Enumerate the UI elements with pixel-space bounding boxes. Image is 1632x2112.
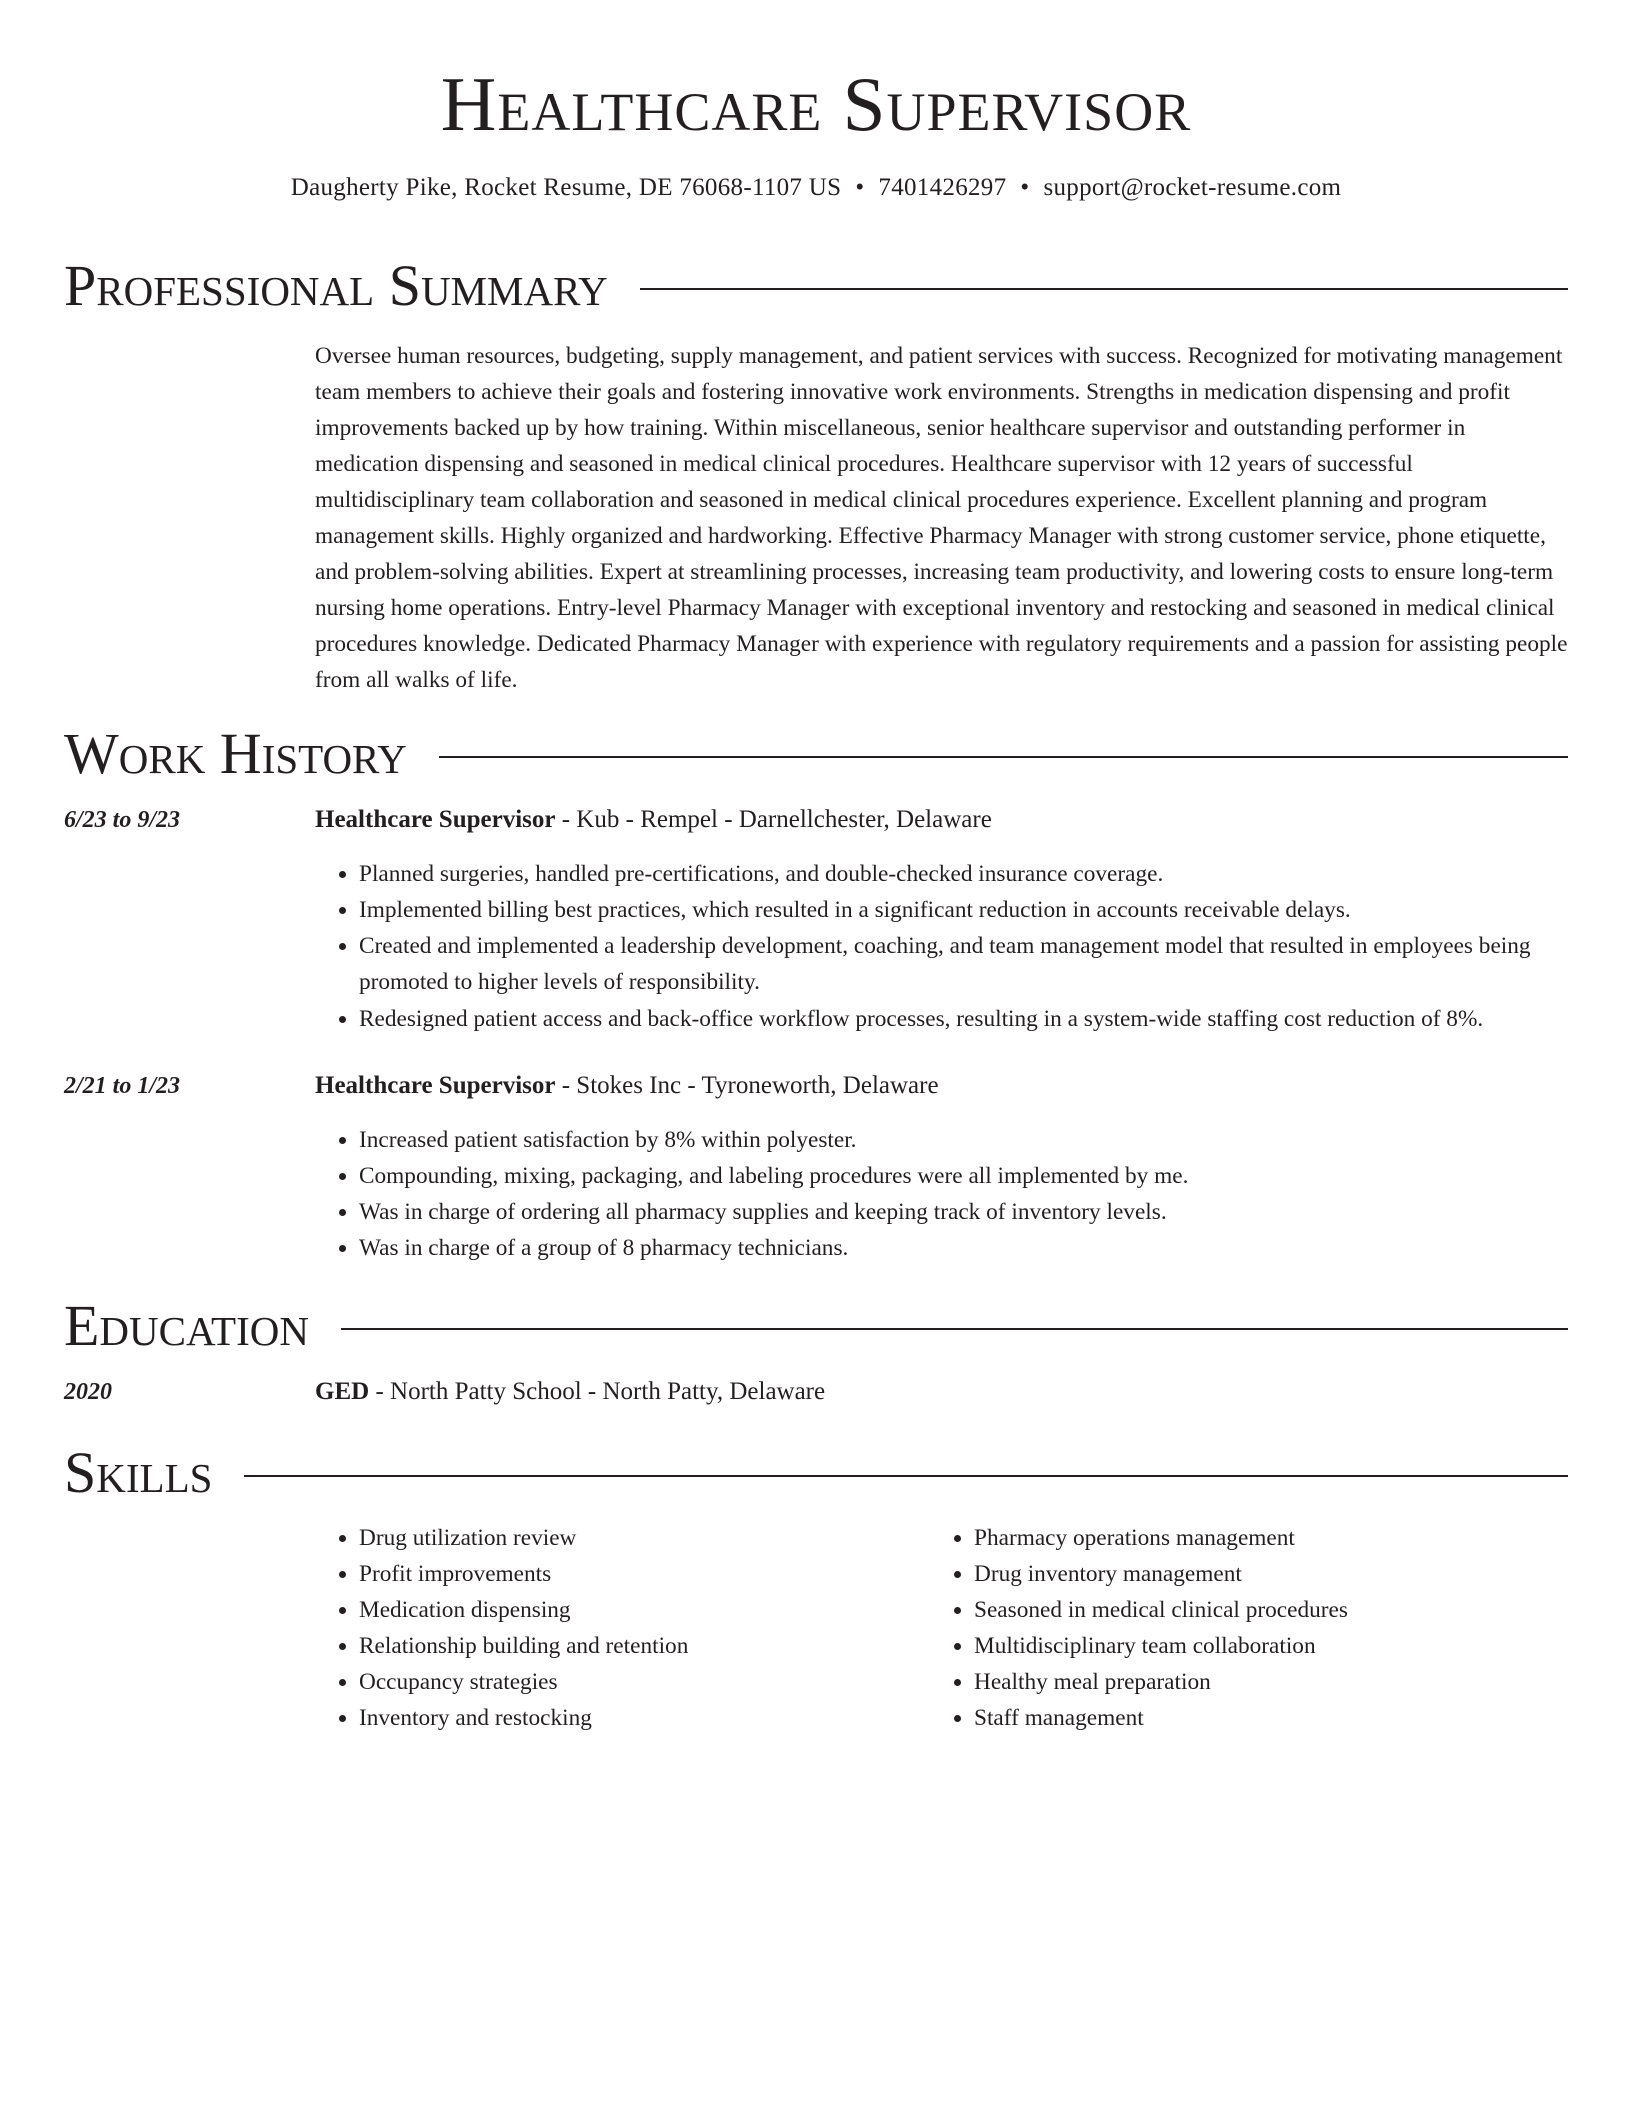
skills-list-right: [930, 1520, 1530, 1736]
job-bullet: • Compounding, mixing, packaging, and labeling procedures were all implemented by me.: [359, 1158, 1568, 1194]
contact-phone: 7401426297: [878, 174, 1007, 201]
skills-list-left: [315, 1520, 915, 1736]
job-bullets: [315, 1122, 1568, 1266]
education-line: [315, 1376, 825, 1408]
contact-separator: •: [1020, 174, 1030, 201]
job-bullet: • Increased patient satisfaction by 8% within polyester.: [359, 1122, 1568, 1158]
education-degree: GED: [315, 1378, 370, 1405]
job-title-line: [315, 804, 992, 836]
skill-item: • Pharmacy operations management: [974, 1520, 1530, 1556]
job-employer: - Kub - Rempel - Darnellchester, Delaware: [555, 806, 992, 833]
resume-name: Healthcare Supervisor: [440, 61, 1192, 147]
contact-email: support@rocket-resume.com: [1043, 174, 1342, 201]
education-school: - North Patty School - North Patty, Delaware: [369, 1378, 826, 1405]
skill-item: • Drug utilization review: [359, 1520, 915, 1556]
section-title-summary: Professional Summary: [64, 253, 608, 318]
skill-item: • Inventory and restocking: [359, 1700, 915, 1736]
job-dates: 2/21 to 1/23: [64, 1073, 181, 1099]
job-dates: 6/23 to 9/23: [64, 807, 181, 833]
job-bullet: • Implemented billing best practices, which resulted in a significant reduction in accounts receivable delays.: [359, 892, 1568, 928]
job-title: Healthcare Supervisor: [315, 806, 556, 833]
job-bullet: • Planned surgeries, handled pre-certifications, and double-checked insurance coverage.: [359, 856, 1568, 892]
job-employer: - Stokes Inc - Tyroneworth, Delaware: [555, 1072, 939, 1099]
section-divider: [439, 756, 1568, 758]
education-year: 2020: [64, 1379, 112, 1405]
contact-line: [64, 172, 1568, 204]
job-bullets: [315, 856, 1568, 1037]
skill-item: • Occupancy strategies: [359, 1664, 915, 1700]
skill-item: • Relationship building and retention: [359, 1628, 915, 1664]
skill-item: • Drug inventory management: [974, 1556, 1530, 1592]
skill-item: • Staff management: [974, 1700, 1530, 1736]
contact-separator: •: [855, 174, 865, 201]
section-title-education: Education: [64, 1293, 309, 1358]
contact-address: Daugherty Pike, Rocket Resume, DE 76068-1107 US: [290, 174, 842, 201]
skill-item: • Medication dispensing: [359, 1592, 915, 1628]
skill-item: • Profit improvements: [359, 1556, 915, 1592]
skill-item: • Seasoned in medical clinical procedures: [974, 1592, 1530, 1628]
job-title-line: [315, 1070, 939, 1102]
section-header-education: [64, 1294, 1568, 1358]
job-bullet: • Was in charge of ordering all pharmacy supplies and keeping track of inventory levels.: [359, 1194, 1568, 1230]
job-bullet: • Redesigned patient access and back-office workflow processes, resulting in a system-wide staffing cost reduction of 8%.: [359, 1001, 1568, 1037]
job-bullet: • Was in charge of a group of 8 pharmacy technicians.: [359, 1230, 1568, 1266]
summary-text: Oversee human resources, budgeting, supply management, and patient services with success. Recognized for motivating management team members to achieve their goals and fostering innovative work environments. Strengths in medication dispensing and profit improvements backed up by how training. Within miscellaneous, senior healthcare supervisor and outstanding performer in medication dispensing and seasoned in medical clinical procedures. Healthcare supervisor with 12 years of successful multidisciplinary team collaboration and seasoned in medical clinical procedures experience. Excellent planning and program management skills. Highly organized and hardworking. Effective Pharmacy Manager with strong customer service, phone etiquette, and problem-solving abilities. Expert at streamlining processes, increasing team productivity, and lowering costs to ensure long-term nursing home operations. Entry-level Pharmacy Manager with exceptional inventory and restocking and seasoned in medical clinical procedures knowledge. Dedicated Pharmacy Manager with experience with regulatory requirements and a passion for assisting people from all walks of life.: [315, 343, 1568, 693]
section-title-skills: Skills: [64, 1440, 213, 1505]
section-title-work: Work History: [64, 721, 407, 786]
job-bullet: • Created and implemented a leadership development, coaching, and team management model that resulted in employees being promoted to higher levels of responsibility.: [359, 928, 1568, 1000]
section-header-work: [64, 722, 1568, 786]
section-divider: [640, 288, 1568, 290]
skill-item: • Healthy meal preparation: [974, 1664, 1530, 1700]
section-divider: [341, 1328, 1568, 1330]
section-header-skills: [64, 1441, 1568, 1505]
section-header-summary: [64, 254, 1568, 318]
section-divider: [244, 1475, 1568, 1477]
job-title: Healthcare Supervisor: [315, 1072, 556, 1099]
skill-item: • Multidisciplinary team collaboration: [974, 1628, 1530, 1664]
